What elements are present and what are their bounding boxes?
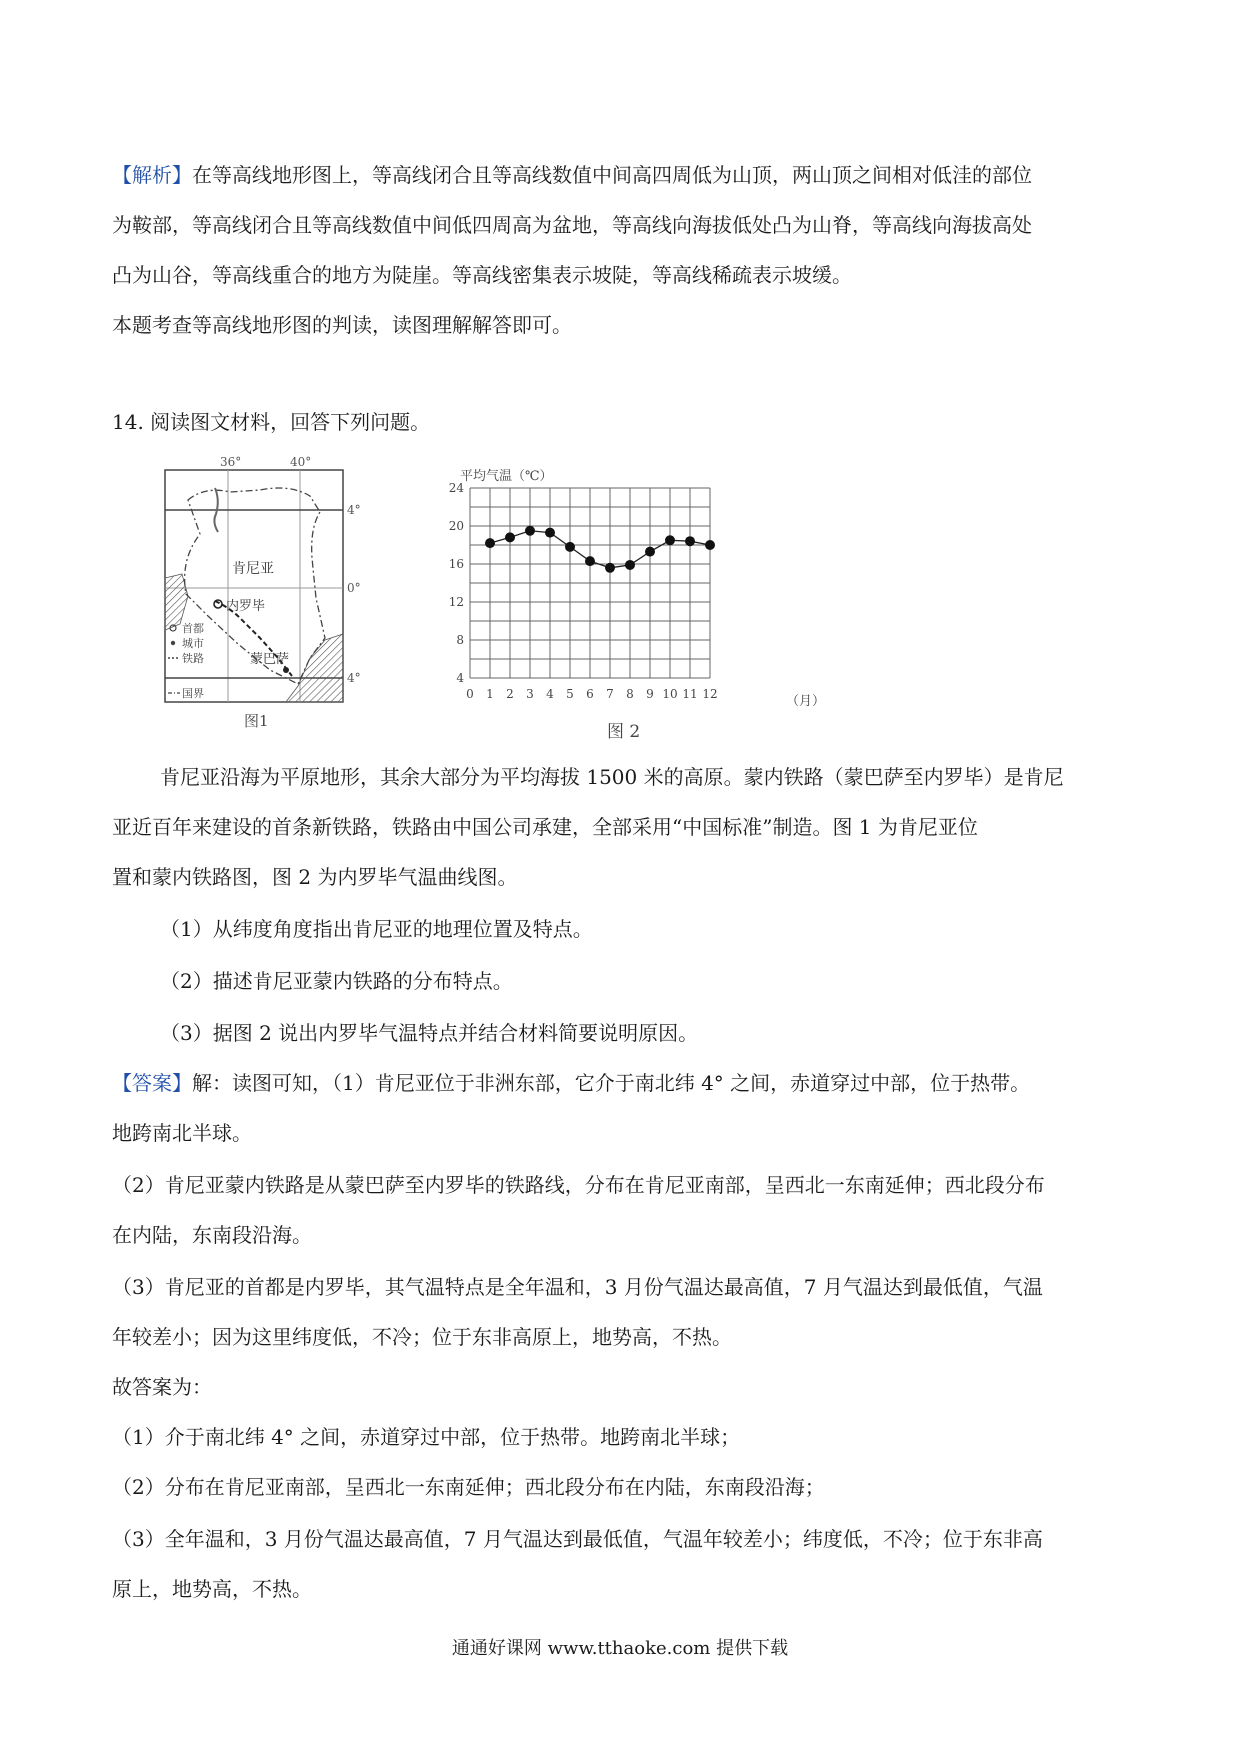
chart-y-tick-label: 8 xyxy=(456,633,464,647)
lon-label-40: 40° xyxy=(290,455,312,469)
legend-city: 城市 xyxy=(182,637,204,650)
chart-x-tick-label: 5 xyxy=(566,687,574,701)
answer-summary-2: （2）分布在肯尼亚南部，呈西北一东南延伸；西北段分布在内陆，东南段沿海； xyxy=(112,1475,825,1499)
chart-data-point xyxy=(705,540,715,550)
chart-x-tick-label: 3 xyxy=(526,687,534,701)
chart-y-tick-label: 12 xyxy=(448,595,464,609)
chart-x-tick-label: 8 xyxy=(626,687,634,701)
material-line-1: 肯尼亚沿海为平原地形，其余大部分为平均海拔 1500 米的高原。蒙内铁路（蒙巴萨至内罗毕）是肯尼 xyxy=(160,765,1064,789)
legend-railway: 铁路 xyxy=(182,652,204,665)
chart-data-point xyxy=(665,535,675,545)
question-number: 14. xyxy=(112,410,144,434)
chart-data-point xyxy=(525,526,535,536)
figure-1-caption: 图1 xyxy=(244,712,269,730)
chart-data-point xyxy=(485,538,495,548)
answer-summary-3a: （3）全年温和，3 月份气温达最高值，7 月气温达到最低值，气温年较差小；纬度低，不冷；位于东非高 xyxy=(112,1527,1043,1551)
figure-1-map xyxy=(160,448,390,744)
lon-label-36: 36° xyxy=(220,455,242,469)
chart-data-point xyxy=(685,536,695,546)
question-heading xyxy=(112,397,1132,447)
legend-capital: 首都 xyxy=(182,622,204,635)
legend-border: 国界 xyxy=(182,687,204,700)
answer-summary-3b: 原上，地势高，不热。 xyxy=(112,1577,312,1601)
chart-series-line xyxy=(490,531,710,568)
page-footer: 通通好课网 www.tthaoke.com 提供下载 xyxy=(451,1638,789,1659)
chart-x-tick-label: 6 xyxy=(586,687,594,701)
chart-x-tick-label: 11 xyxy=(682,687,698,701)
chart-data-point xyxy=(545,528,555,538)
capital-label: 内罗毕 xyxy=(226,599,266,614)
answer-line-2: 地跨南北半球。 xyxy=(112,1121,252,1145)
material-line-3: 置和蒙内铁路图，图 2 为内罗毕气温曲线图。 xyxy=(112,865,518,889)
analysis-line-2: 为鞍部，等高线闭合且等高线数值中间低四周高为盆地，等高线向海拔低处凸为山脊，等高线向海拔高处 xyxy=(112,213,1032,237)
chart-data-point xyxy=(565,542,575,552)
figure-2-caption: 图 2 xyxy=(607,722,641,742)
answer-intro: 解：读图可知，（1）肯尼亚位于非洲东部，它介于南北纬 4° 之间，赤道穿过中部，位于热带。 xyxy=(192,1071,1031,1095)
subquestion-2: （2）描述肯尼亚蒙内铁路的分布特点。 xyxy=(160,969,513,993)
chart-x-tick-label: 0 xyxy=(466,687,474,701)
figure-2-chart xyxy=(440,460,860,754)
chart-x-tick-label: 12 xyxy=(702,687,718,701)
chart-data-point xyxy=(605,563,615,573)
material-line-2: 亚近百年来建设的首条新铁路，铁路由中国公司承建，全部采用“中国标准”制造。图 1 为肯尼亚位 xyxy=(112,815,978,839)
chart-x-tick-label: 9 xyxy=(646,687,654,701)
answer-line-3: （2）肯尼亚蒙内铁路是从蒙巴萨至内罗毕的铁路线，分布在肯尼亚南部，呈西北一东南延伸；西北段分布 xyxy=(112,1173,1045,1197)
country-label: 肯尼亚 xyxy=(232,561,274,577)
answer-line-6: 年较差小；因为这里纬度低，不冷；位于东非高原上，地势高，不热。 xyxy=(112,1325,732,1349)
answer-tag: 【答案】 xyxy=(112,1071,192,1095)
chart-data-point xyxy=(645,547,655,557)
chart-x-tick-label: 4 xyxy=(546,687,554,701)
chart-data-point xyxy=(505,532,515,542)
analysis-text: 在等高线地形图上，等高线闭合且等高线数值中间高四周低为山顶，两山顶之间相对低洼的部位 xyxy=(192,163,1032,187)
lat-label-4s: 4° xyxy=(347,671,361,685)
analysis-line-4: 本题考查等高线地形图的判读，读图理解解答即可。 xyxy=(112,313,572,337)
chart-title: 平均气温（℃） xyxy=(460,469,553,484)
answer-summary-label: 故答案为： xyxy=(112,1375,212,1399)
port-label: 蒙巴萨 xyxy=(250,652,290,667)
chart-y-tick-label: 16 xyxy=(448,557,464,571)
chart-y-tick-label: 20 xyxy=(448,519,464,533)
chart-data-point xyxy=(625,560,635,570)
analysis-tag: 【解析】 xyxy=(112,163,192,187)
answer-line-1 xyxy=(112,1058,1132,1108)
chart-x-tick-label: 10 xyxy=(662,687,678,701)
question-prompt: 阅读图文材料，回答下列问题。 xyxy=(150,410,431,434)
legend-city-icon xyxy=(171,641,175,645)
chart-x-tick-label: 2 xyxy=(506,687,514,701)
chart-y-tick-label: 4 xyxy=(456,671,464,685)
chart-xlabel: （月） xyxy=(786,694,826,709)
answer-line-5: （3）肯尼亚的首都是内罗毕，其气温特点是全年温和，3 月份气温达最高值，7 月气温达到最低值，气温 xyxy=(112,1275,1043,1299)
chart-x-tick-label: 7 xyxy=(606,687,614,701)
lat-label-0: 0° xyxy=(347,581,361,595)
chart-x-tick-label: 1 xyxy=(486,687,494,701)
chart-data-point xyxy=(585,556,595,566)
analysis-line-1 xyxy=(112,150,1132,200)
chart-y-tick-label: 24 xyxy=(448,481,464,495)
subquestion-3: （3）据图 2 说出内罗毕气温特点并结合材料简要说明原因。 xyxy=(160,1021,699,1045)
temperature-chart xyxy=(440,460,860,750)
analysis-line-3: 凸为山谷，等高线重合的地方为陡崖。等高线密集表示坡陡，等高线稀疏表示坡缓。 xyxy=(112,263,852,287)
lat-label-4n: 4° xyxy=(347,503,361,517)
port-marker xyxy=(283,667,289,673)
subquestion-1: （1）从纬度角度指出肯尼亚的地理位置及特点。 xyxy=(160,917,593,941)
answer-line-4: 在内陆，东南段沿海。 xyxy=(112,1223,312,1247)
answer-summary-1: （1）介于南北纬 4° 之间，赤道穿过中部，位于热带。地跨南北半球； xyxy=(112,1425,741,1449)
